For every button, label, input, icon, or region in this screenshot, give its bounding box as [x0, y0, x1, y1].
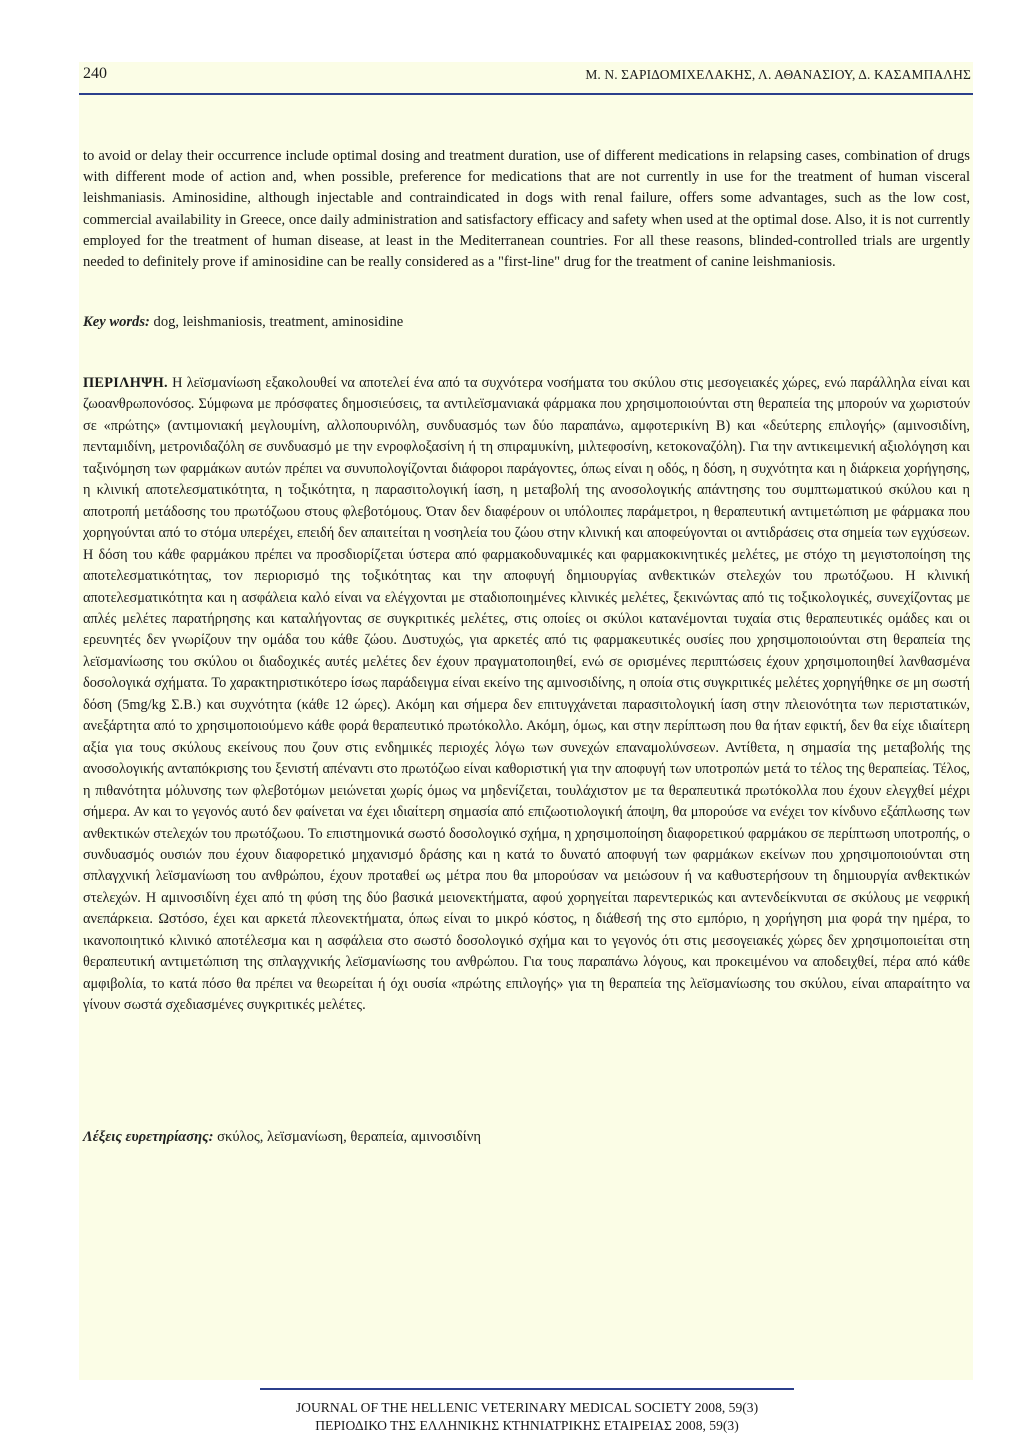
- english-keywords: [83, 312, 970, 333]
- greek-summary-paragraph: [83, 373, 970, 1017]
- running-header: [79, 62, 973, 92]
- english-keywords-label: Key words:: [83, 314, 150, 330]
- greek-keywords: [83, 1127, 970, 1148]
- journal-footer-greek: ΠΕΡΙΟΔΙΚΟ ΤΗΣ ΕΛΛΗΝΙΚΗΣ ΚΤΗΝΙΑΤΡΙΚΗΣ ΕΤΑΙΡΕΙΑΣ 2008, 59(3): [315, 1418, 739, 1433]
- greek-summary-heading: ΠΕΡΙΛΗΨΗ.: [83, 375, 168, 391]
- english-abstract-paragraph: to avoid or delay their occurrence include optimal dosing and treatment duration, use of different medications in relapsing cases, combination of drugs with different mode of action and, when possible, preference for medications that are not currently in use for the treatment of human visceral leishmaniasis. Aminosidine, although injectable and contraindicated in dogs with renal failure, offers some advantages, such as the low cost, commercial availability in Greece, once daily administration and satisfactory efficacy and safety when used at the optimal dose. Also, it is not currently employed for the treatment of human disease, at least in the Mediterranean countries. For all these reasons, blinded-controlled trials are urgently needed to definitely prove if aminosidine can be really considered as a "first-line" drug for the treatment of canine leishmaniosis.: [83, 148, 970, 271]
- page-number: 240: [83, 65, 107, 82]
- greek-keywords-label: Λέξεις ευρετηρίασης:: [83, 1129, 214, 1145]
- header-authors: Μ. Ν. ΣΑΡΙΔΟΜΙΧΕΛΑΚΗΣ, Λ. ΑΘΑΝΑΣΙΟΥ, Δ. ΚΑΣΑΜΠΑΛΗΣ: [585, 67, 971, 82]
- footer-rule: [260, 1388, 794, 1390]
- greek-summary-text: Η λεϊσμανίωση εξακολουθεί να αποτελεί ένα από τα συχνότερα νοσήματα του σκύλου στις μεσογειακές χώρες, ενώ παράλληλα είναι και ζωοανθρωπονόσος. Σύμφωνα με πρόσφατες δημοσιεύσεις, τα αντιλεϊσμανιακά φάρμακα που χρησιμοποιούνται στη θεραπεία της μπορούν να χωριστούν σε «πρώτης» (αντιμονιακή μεγλουμίνη, αλλοπουρινόλη, συνδυασμός των δύο παραπάνω, αμφοτερικίνη Β) και «δεύτερης επιλογής» (αμινοσιδίνη, πενταμιδίνη, μετρονιδαζόλη σε συνδυασμό με την ενροφλοξασίνη ή τη σπιραμυκίνη, μιλτεφοσίνη, κετοκοναζόλη). Για την αντικειμενική αξιολόγηση και ταξινόμηση των φαρμάκων αυτών πρέπει να συνυπολογίζονται διάφοροι παράγοντες, όπως είναι η οδός, η δόση, η συχνότητα και η διάρκεια χορήγησης, η κλινική αποτελεσματικότητα, η τοξικότητα, η παρασιτολογική ίαση, η μεταβολή της ανοσολογικής απάντησης του συμπτωματικού σκύλου και η αποτροπή μετάδοσης του πρωτόζωου στους φλεβοτόμους. Όταν δεν διαφέρουν οι υπόλοιπες παράμετροι, η θεραπευτική αντιμετώπιση με φάρμακα που χορηγούνται από το στόμα υπερέχει, επειδή δεν απαιτείται η νοσηλεία του ζώου στην κλινική και αποφεύγονται οι αντιδράσεις στα σημεία των εγχύσεων. Η δόση του κάθε φαρμάκου πρέπει να προσδιορίζεται ύστερα από φαρμακοδυναμικές και φαρμακοκινητικές μελέτες, με στόχο τη μεγιστοποίηση της αποτελεσματικότητας, τον περιορισμό της τοξικότητας και την αποφυγή δημιουργίας ανθεκτικών στελεχών του πρωτόζωου. Η κλινική αποτελεσματικότητα και η ασφάλεια καλό είναι να ελέγχονται με σταδιοποιημένες κλινικές μελέτες, ξεκινώντας από τις τοξικολογικές, συνεχίζοντας με απλές μελέτες παρατήρησης και καταλήγοντας σε συγκριτικές μελέτες, στις οποίες οι σκύλοι κατανέμονται τυχαία στις θεραπευτικές ομάδες και οι ερευνητές δεν γνωρίζουν την ομάδα του κάθε ζώου. Δυστυχώς, για αρκετές από τις φαρμακευτικές ουσίες που χρησιμοποιούνται στη θεραπεία της λεϊσμανίωσης του σκύλου οι διαδοχικές αυτές μελέτες δεν έχουν πραγματοποιηθεί, ενώ σε ορισμένες περιπτώσεις έχουν χρησιμοποιηθεί λανθασμένα δοσολογικά σχήματα. Το χαρακτηριστικότερο ίσως παράδειγμα είναι εκείνο της αμινοσιδίνης, η οποία στις συγκριτικές μελέτες χορηγήθηκε σε μη σωστή δόση (5mg/kg Σ.Β.) και συχνότητα (κάθε 12 ώρες). Ακόμη και σήμερα δεν επιτυγχάνεται παρασιτολογική ίαση στην πλειονότητα των περιστατικών, ανεξάρτητα από το χρησιμοποιούμενο κάθε φορά θεραπευτικό πρωτόκολλο. Ακόμη, όμως, και στην περίπτωση που θα ήταν εφικτή, δεν θα είχε ιδιαίτερη αξία για τους σκύλους εκείνους που ζουν στις ενδημικές περιοχές λόγω των συνεχών επαναμολύνσεων. Αντίθετα, η σημασία της μεταβολής της ανοσολογικής ανταπόκρισης του ξενιστή απέναντι στο πρωτόζωο είναι καθοριστική για την αποφυγή των υποτροπών μετά το τέλος της θεραπείας. Τέλος, η πιθανότητα μόλυνσης των φλεβοτόμων μειώνεται χωρίς όμως να μηδενίζεται, τουλάχιστον με τα θεραπευτικά πρωτόκολλα που έχουν ελεγχθεί μέχρι σήμερα. Αν και το γεγονός αυτό δεν φαίνεται να έχει ιδιαίτερη σημασία από επιζωοτιολογική άποψη, θα μπορούσε να ενέχει τον κίνδυνο εξάπλωσης των ανθεκτικών στελεχών του πρωτόζωου. Το επιστημονικά σωστό δοσολογικό σχήμα, η χρησιμοποίηση διαφορετικού φαρμάκου σε περίπτωση υποτροπής, ο συνδυασμός ουσιών που έχουν διαφορετικό μηχανισμό δράσης και η κατά το δυνατό αποφυγή των φαρμάκων εκείνων που χρησιμοποιούνται στη σπλαγχνική λεϊσμανίωση του ανθρώπου, έχουν προταθεί ως μέτρα που θα μπορούσαν να μειώσουν ή να καθυστερήσουν τη δημιουργία ανθεκτικών στελεχών. Η αμινοσιδίνη έχει από τη φύση της δύο βασικά μειονεκτήματα, αφού χορηγείται παρεντερικώς και αντενδείκνυται σε σκύλους με νεφρική ανεπάρκεια. Ωστόσο, έχει και αρκετά πλεονεκτήματα, όπως είναι το μικρό κόστος, η διάθεσή της στο εμπόριο, η χορήγηση μια φορά την ημέρα, το ικανοποιητικό κλινικό αποτέλεσμα και η ασφάλεια στο σωστό δοσολογικό σχήμα και το γεγονός ότι στις μεσογειακές χώρες δεν χρησιμοποιείται στη θεραπευτική αντιμετώπιση της σπλαγχνικής λεϊσμανίωσης του ανθρώπου. Για τους παραπάνω λόγους, και προκειμένου να αποδειχθεί, πέρα από κάθε αμφιβολία, το κατά πόσο θα πρέπει να θεωρείται ή όχι ουσία «πρώτης επιλογής» για τη θεραπεία της λεϊσμανίωσης του σκύλου, είναι απαραίτητο να γίνουν σωστά σχεδιασμένες συγκριτικές μελέτες.: [83, 375, 970, 1014]
- english-keywords-value: dog, leishmaniosis, treatment, aminosidine: [149, 314, 404, 330]
- header-rule: [79, 93, 973, 95]
- journal-footer-english: JOURNAL OF THE HELLENIC VETERINARY MEDICAL SOCIETY 2008, 59(3): [295, 1400, 759, 1415]
- greek-keywords-value: σκύλος, λεϊσμανίωση, θεραπεία, αμινοσιδίνη: [213, 1129, 481, 1145]
